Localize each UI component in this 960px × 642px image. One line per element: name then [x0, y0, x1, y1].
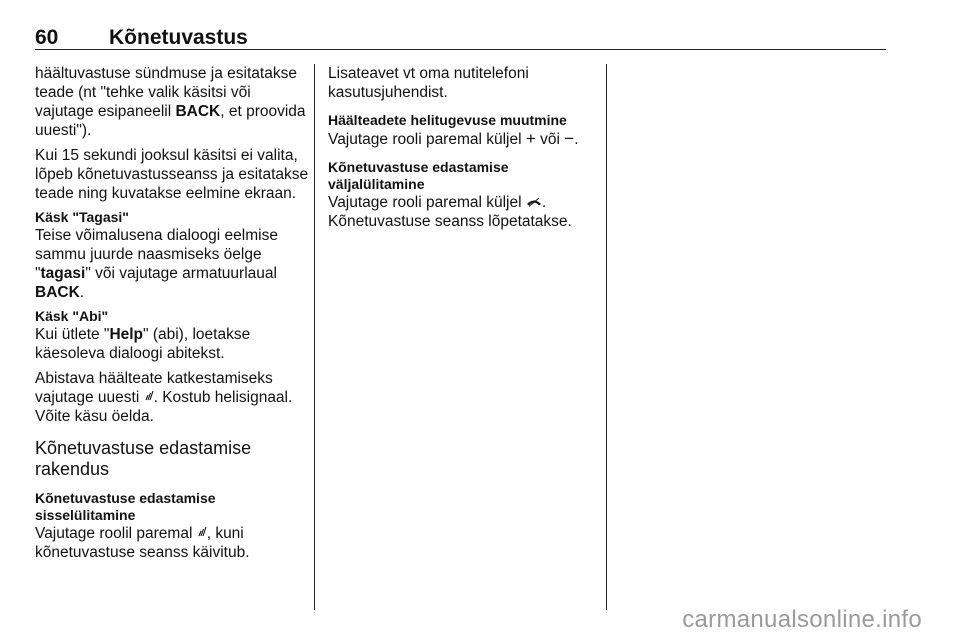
paragraph: Vajutage rooli paremal küljel .	[328, 194, 547, 211]
button-name: BACK	[35, 284, 80, 301]
section-heading-volume: Häälteadete helitugevuse muutmine	[328, 112, 567, 128]
button-name: BACK	[175, 103, 221, 120]
section-heading-help: Käsk "Abi"	[35, 308, 109, 324]
command-word: Help	[109, 326, 144, 343]
minus-icon: −	[564, 129, 575, 148]
paragraph: häältuvastuse sündmuse ja esitatakse teade (nt "tehke valik käsitsi või vajutage esipaneelil BACK, et proovida uuesti").	[35, 65, 306, 139]
paragraph: Kõnetuvastuse seanss lõpetatakse.	[328, 213, 572, 230]
column-divider-2	[606, 64, 607, 610]
page-number: 60	[35, 26, 59, 49]
paragraph: Kui 15 sekundi jooksul käsitsi ei valita, lõpeb kõnetuvastusseanss ja esitatakse teade ning kuvatakse eelmine ekraan.	[35, 147, 309, 202]
watermark: carmanualsonline.info	[682, 606, 922, 633]
header-divider	[35, 49, 886, 50]
paragraph: Teise võimalusena dialoogi eelmise sammu juurde naasmiseks öelge "tagasi" või vajutage armatuurlaual BACK.	[35, 227, 278, 301]
section-heading-disable: Kõnetuvastuse edastamise väljalülitamine	[328, 159, 509, 192]
section-heading-enable: Kõnetuvastuse edastamise sisselülitamine	[35, 490, 216, 523]
paragraph: Vajutage rooli paremal küljel + või −.	[328, 129, 579, 148]
column-divider-1	[314, 64, 315, 610]
command-word: tagasi	[40, 265, 86, 282]
paragraph: Vajutage roolil paremal , kuni kõnetuvastuse seanss käivitub.	[35, 525, 250, 561]
column-2	[328, 64, 603, 237]
paragraph: Abistava häälteate katkestamiseks vajutage uuesti . Kostub helisignaal. Võite käsu öelda.	[35, 370, 293, 425]
paragraph: Kui ütlete "Help" (abi), loetakse käesoleva dialoogi abitekst.	[35, 326, 251, 362]
phone-hangup-icon	[526, 194, 542, 210]
section-heading-back: Käsk "Tagasi"	[35, 209, 129, 225]
plus-icon: +	[525, 129, 536, 148]
paragraph: Lisateavet vt oma nutitelefoni kasutusjuhendist.	[328, 65, 529, 101]
page-title: Kõnetuvastus	[109, 26, 248, 49]
column-1	[35, 64, 310, 568]
voice-command-icon	[197, 525, 207, 541]
section-title: Kõnetuvastuse edastamise rakendus	[35, 438, 252, 479]
voice-command-icon	[144, 389, 154, 405]
